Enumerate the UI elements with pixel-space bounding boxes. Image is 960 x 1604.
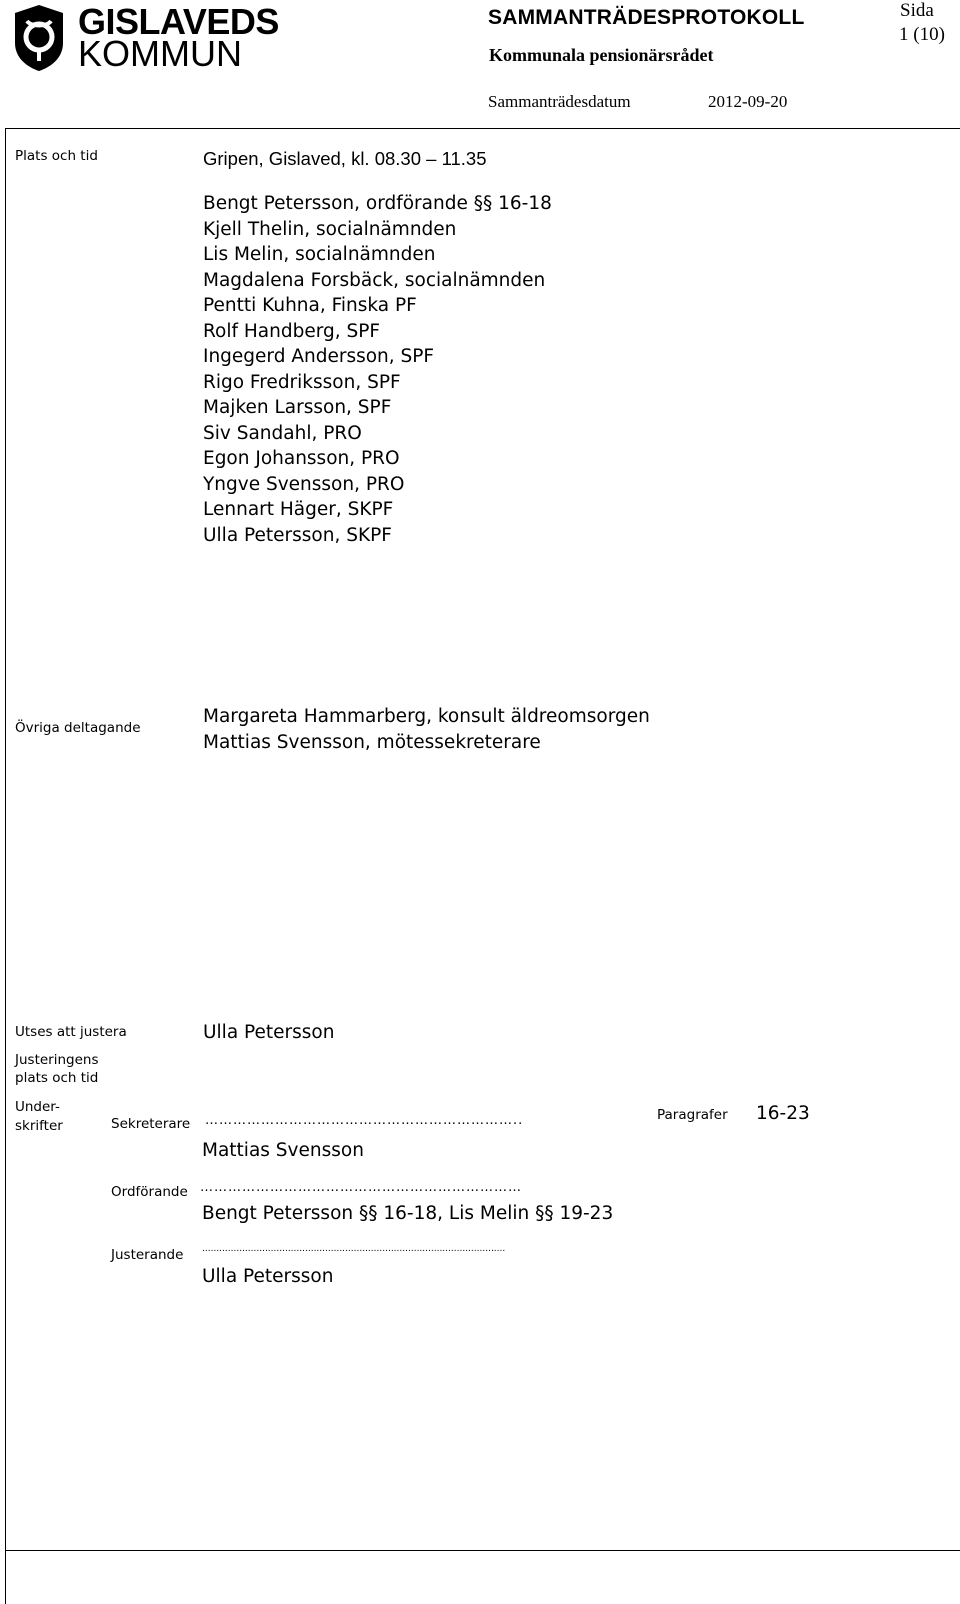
- other-participant-item: Mattias Svensson, mötessekreterare: [203, 731, 541, 753]
- attendee-item: Lennart Häger, SKPF: [203, 499, 394, 520]
- signatures-label: Under-: [15, 1099, 60, 1115]
- attendee-item: Lis Melin, socialnämnden: [203, 244, 436, 265]
- attendee-item: Egon Johansson, PRO: [203, 448, 400, 469]
- place-time-label: Plats och tid: [15, 148, 98, 164]
- others-label: Övriga deltagande: [15, 720, 141, 736]
- logo-text-gislaveds: GISLAVEDS: [78, 1, 279, 42]
- logo-text-kommun: KOMMUN: [78, 33, 242, 74]
- place-time-value: Gripen, Gislaved, kl. 08.30 – 11.35: [203, 148, 487, 169]
- meeting-date-label: Sammanträdesdatum: [488, 92, 631, 111]
- other-participant-item: Margareta Hammarberg, konsult äldreomsorgen: [203, 706, 650, 727]
- attendee-list: [203, 191, 552, 548]
- attendee-item: Yngve Svensson, PRO: [203, 473, 405, 495]
- page-label: Sida: [900, 0, 934, 21]
- meeting-date-value: 2012-09-20: [708, 92, 788, 111]
- paragraphs-value: 16-23: [756, 1103, 810, 1124]
- attendee-item: Ulla Petersson, SKPF: [203, 524, 392, 546]
- paragraphs-label: Paragrafer: [657, 1107, 728, 1123]
- municipality-logo-icon: [11, 3, 67, 73]
- frame-top-divider: [5, 128, 960, 129]
- adjust-value: Ulla Petersson: [203, 1022, 335, 1043]
- attendee-item: Rigo Fredriksson, SPF: [203, 371, 401, 393]
- others-list: [203, 704, 650, 755]
- committee-name: Kommunala pensionärsrådet: [489, 45, 714, 65]
- attendee-item: Bengt Petersson, ordförande §§ 16-18: [203, 193, 552, 214]
- document-title: SAMMANTRÄDESPROTOKOLL: [488, 6, 805, 29]
- secretary-name: Mattias Svensson: [202, 1140, 364, 1161]
- signatures-label: skrifter: [15, 1118, 63, 1134]
- frame-left-divider: [5, 128, 6, 1604]
- page-number: 1 (10): [899, 24, 945, 45]
- attendee-item: Siv Sandahl, PRO: [203, 422, 362, 444]
- chair-name: Bengt Petersson §§ 16-18, Lis Melin §§ 19-23: [202, 1203, 614, 1224]
- adjust-label: Utses att justera: [15, 1024, 127, 1040]
- adjuster-label: Justerande: [111, 1247, 184, 1263]
- attendee-item: Ingegerd Andersson, SPF: [203, 346, 435, 367]
- attendee-item: Kjell Thelin, socialnämnden: [203, 218, 457, 240]
- adjuster-name: Ulla Petersson: [202, 1266, 334, 1287]
- attendee-item: Majken Larsson, SPF: [203, 397, 392, 418]
- adjuster-signature-line: ..........................................................................................................: [202, 1244, 506, 1254]
- secretary-label: Sekreterare: [111, 1116, 191, 1132]
- chair-signature-line: ……………………………………………………………: [200, 1180, 522, 1195]
- chair-label: Ordförande: [111, 1184, 188, 1200]
- frame-bottom-divider: [5, 1550, 960, 1551]
- adjust-place-label: plats och tid: [15, 1070, 99, 1086]
- secretary-signature-line: …………………………………………………………..: [205, 1113, 524, 1128]
- attendee-item: Magdalena Forsbäck, socialnämnden: [203, 269, 546, 291]
- attendee-item: Pentti Kuhna, Finska PF: [203, 295, 417, 316]
- attendee-item: Rolf Handberg, SPF: [203, 320, 381, 342]
- adjust-place-label: Justeringens: [15, 1052, 99, 1068]
